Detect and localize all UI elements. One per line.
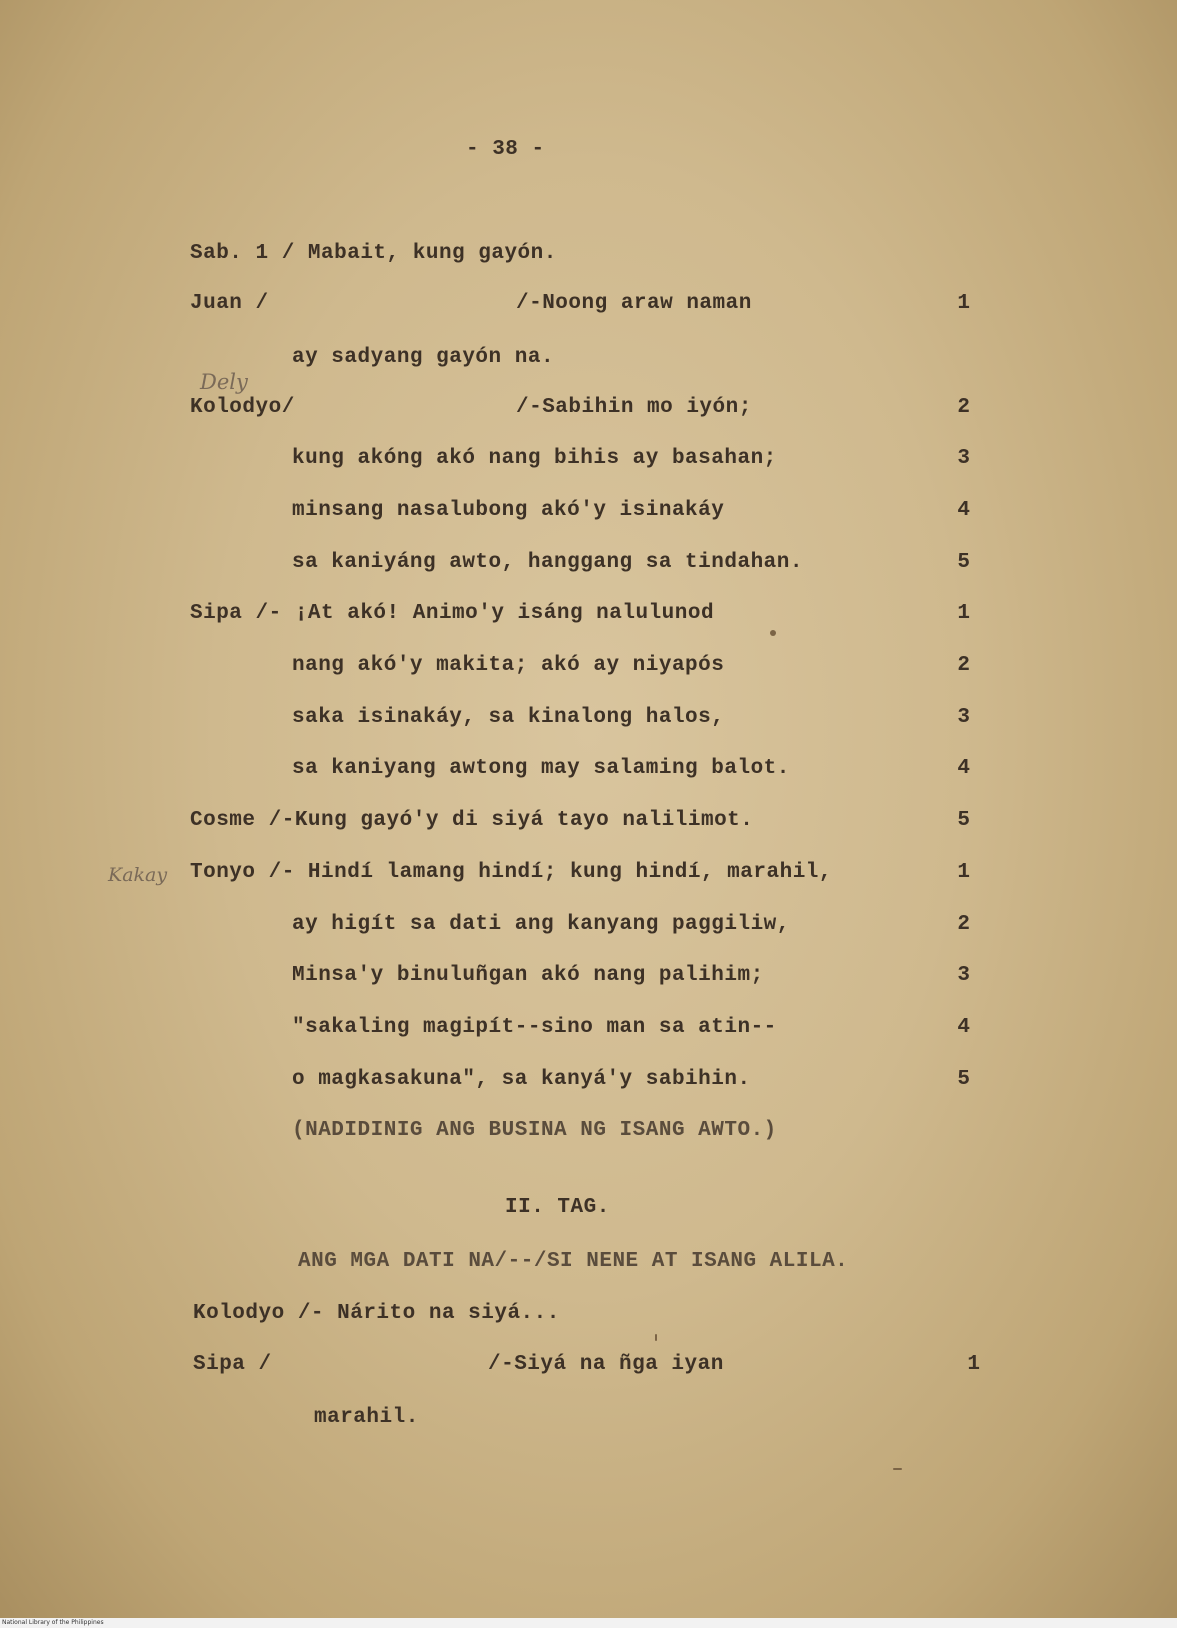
- line-3: ay sadyang gayón na.: [292, 346, 555, 369]
- verse-number: 2: [957, 913, 970, 936]
- line-8: Sipa /- ¡At akó! Animo'y isáng nalulunod: [190, 602, 715, 625]
- line-last: marahil.: [314, 1406, 419, 1429]
- footer-credit: National Library of the Philippines: [0, 1618, 1177, 1628]
- line-14: ay higít sa dati ang kanyang paggiliw,: [292, 913, 790, 936]
- verse-number: 1: [957, 602, 970, 625]
- line-10: saka isinakáy, sa kinalong halos,: [292, 706, 725, 729]
- line-17: o magkasakuna", sa kanyá'y sabihin.: [292, 1068, 751, 1091]
- stage-direction: (NADIDINIG ANG BUSINA NG ISANG AWTO.): [292, 1119, 777, 1142]
- verse-number: 2: [957, 654, 970, 677]
- verse-number: 5: [957, 809, 970, 832]
- verse-number: 3: [957, 706, 970, 729]
- scene-heading: II. TAG.: [505, 1196, 610, 1219]
- handwritten-kakay: Kakay: [108, 864, 168, 886]
- line-4-speaker: Kolodyo/: [190, 396, 295, 419]
- verse-number: 1: [957, 861, 970, 884]
- verse-number: 3: [957, 964, 970, 987]
- line-2-text: /-Noong araw naman: [516, 292, 752, 315]
- line-sipa-text: /-Siyá na ñga iyan: [488, 1353, 724, 1376]
- verse-number: 2: [957, 396, 970, 419]
- line-12: Cosme /-Kung gayó'y di siyá tayo nalilimot.: [190, 809, 754, 832]
- line-13: Tonyo /- Hindí lamang hindí; kung hindí, marahil,: [190, 861, 833, 884]
- line-sipa-speaker: Sipa /: [193, 1353, 272, 1376]
- verse-number: 4: [957, 499, 970, 522]
- handwritten-dely: Dely: [200, 370, 248, 394]
- line-1: Sab. 1 / Mabait, kung gayón.: [190, 242, 557, 265]
- verse-number: 5: [957, 1068, 970, 1091]
- verse-number: 4: [957, 757, 970, 780]
- paper-stain: [770, 630, 776, 636]
- paper-mark: [655, 1334, 657, 1341]
- verse-number: 1: [967, 1353, 980, 1376]
- page-number: - 38 -: [466, 138, 545, 161]
- verse-number: 1: [957, 292, 970, 315]
- line-9: nang akó'y makita; akó ay niyapós: [292, 654, 725, 677]
- line-15: Minsa'y binuluñgan akó nang palihim;: [292, 964, 764, 987]
- line-7: sa kaniyáng awto, hanggang sa tindahan.: [292, 551, 803, 574]
- line-kolodyo: Kolodyo /- Nárito na siyá...: [193, 1302, 560, 1325]
- line-16: "sakaling magipít--sino man sa atin--: [292, 1016, 777, 1039]
- verse-number: 5: [957, 551, 970, 574]
- verse-number: 4: [957, 1016, 970, 1039]
- line-4-text: /-Sabihin mo iyón;: [516, 396, 752, 419]
- paper-mark: [893, 1468, 902, 1470]
- line-11: sa kaniyang awtong may salaming balot.: [292, 757, 790, 780]
- scene-characters: ANG MGA DATI NA/--/SI NENE AT ISANG ALILA.: [298, 1250, 849, 1273]
- line-2-speaker: Juan /: [190, 292, 269, 315]
- line-6: minsang nasalubong akó'y isinakáy: [292, 499, 725, 522]
- line-5: kung akóng akó nang bihis ay basahan;: [292, 447, 777, 470]
- verse-number: 3: [957, 447, 970, 470]
